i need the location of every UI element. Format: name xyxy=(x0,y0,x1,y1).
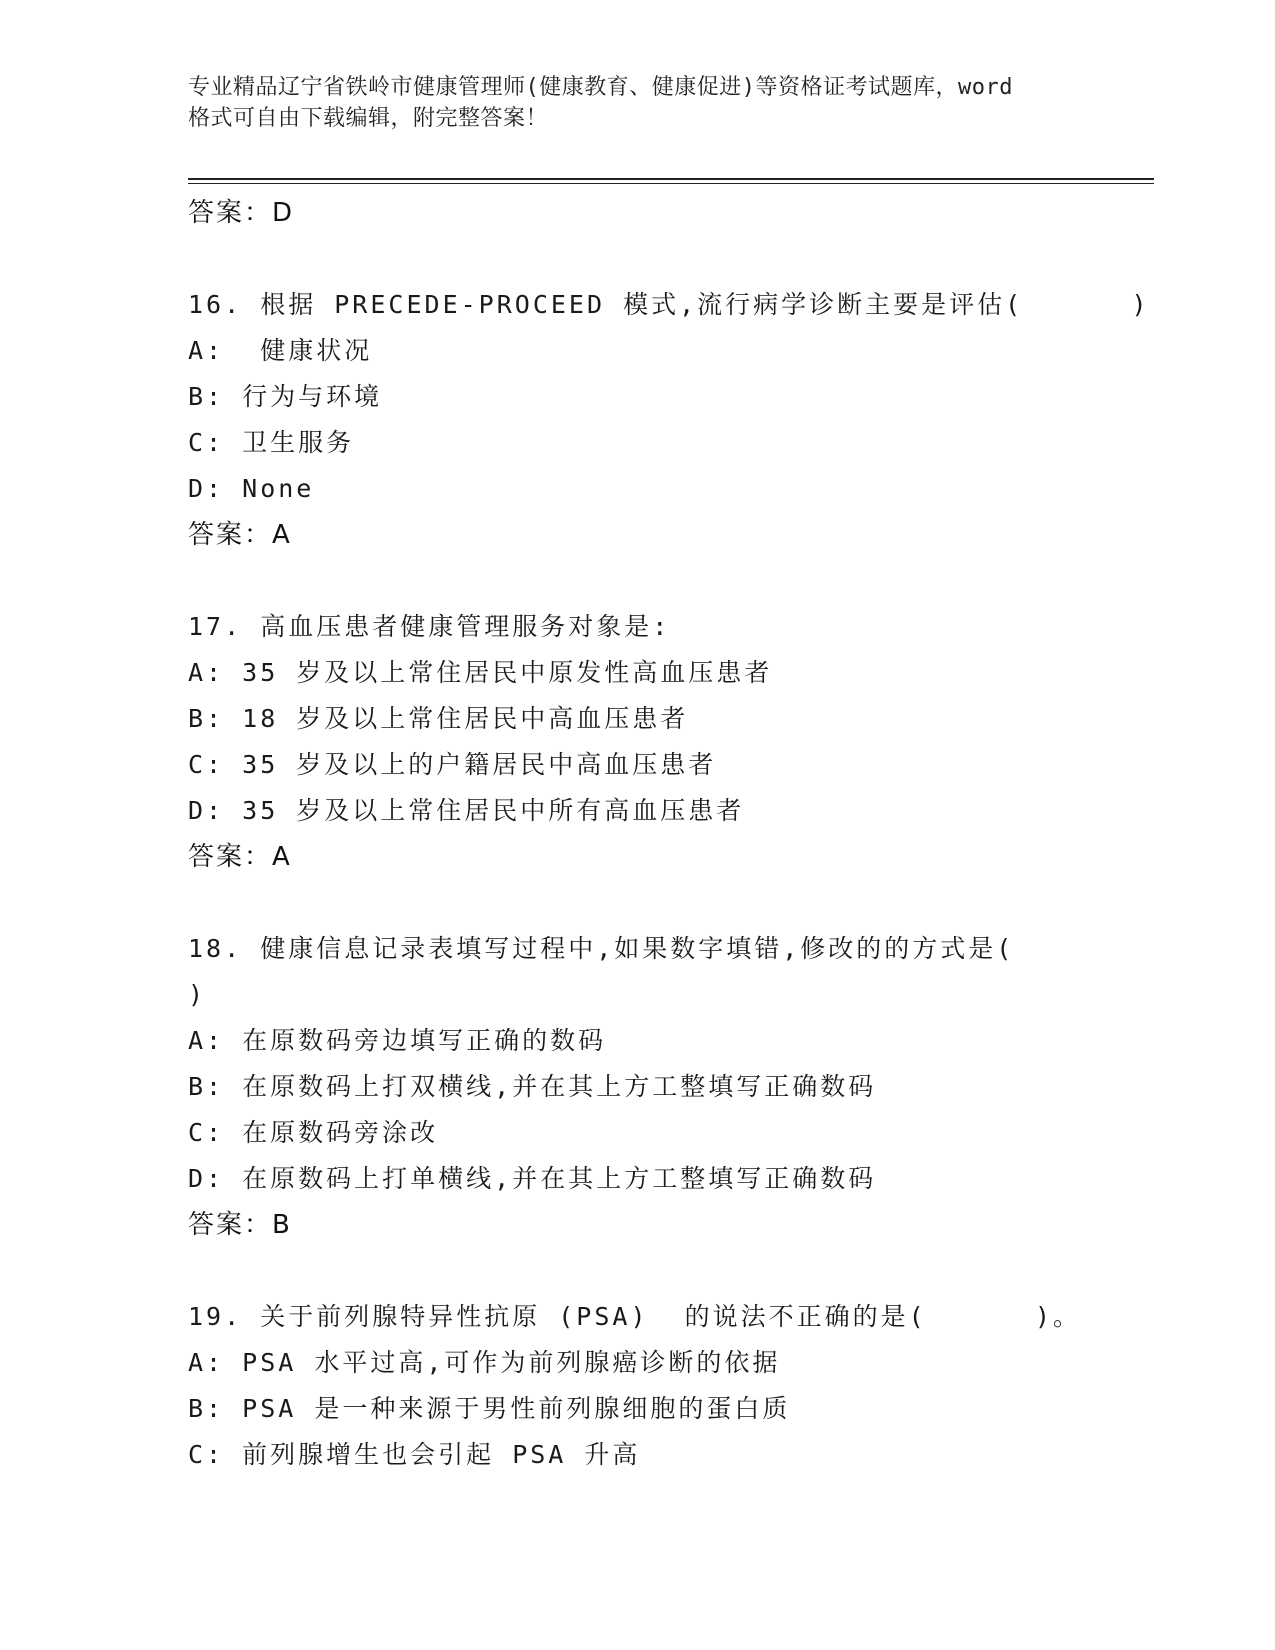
answer: 答案：A xyxy=(188,520,292,550)
answer: 答案：B xyxy=(188,1210,292,1240)
option-c: C: 前列腺增生也会引起 PSA 升高 xyxy=(188,1440,641,1469)
question-18 xyxy=(188,926,1154,1248)
option-a: A: 在原数码旁边填写正确的数码 xyxy=(188,1026,607,1055)
option-d: D: None xyxy=(188,474,315,503)
header-rule-thin xyxy=(188,183,1154,184)
previous-answer: 答案：D xyxy=(188,198,295,228)
question-list xyxy=(188,190,1154,1478)
option-c: C: 35 岁及以上的户籍居民中高血压患者 xyxy=(188,750,717,779)
spacer xyxy=(188,880,1154,926)
answer: 答案：A xyxy=(188,842,292,872)
option-c: C: 在原数码旁涂改 xyxy=(188,1118,439,1147)
option-b: B: 18 岁及以上常住居民中高血压患者 xyxy=(188,704,689,733)
header-line-2: 格式可自由下载编辑，附完整答案！ xyxy=(188,106,549,131)
option-b: B: 在原数码上打双横线,并在其上方工整填写正确数码 xyxy=(188,1072,877,1101)
option-a: A: 健康状况 xyxy=(188,336,373,365)
spacer xyxy=(188,236,1154,282)
option-d: D: 在原数码上打单横线,并在其上方工整填写正确数码 xyxy=(188,1164,877,1193)
question-17 xyxy=(188,604,1154,880)
question-stem: 19. 关于前列腺特异性抗原 (PSA) 的说法不正确的是( )。 xyxy=(188,1302,1082,1331)
question-19 xyxy=(188,1294,1154,1478)
question-stem-continuation: ) xyxy=(188,980,207,1009)
option-b: B: 行为与环境 xyxy=(188,382,383,411)
option-a: A: 35 岁及以上常住居民中原发性高血压患者 xyxy=(188,658,773,687)
option-d: D: 35 岁及以上常住居民中所有高血压患者 xyxy=(188,796,745,825)
option-b: B: PSA 是一种来源于男性前列腺细胞的蛋白质 xyxy=(188,1394,791,1423)
header-line-1: 专业精品辽宁省铁岭市健康管理师(健康教育、健康促进)等资格证考试题库，word xyxy=(188,75,1013,100)
spacer xyxy=(188,558,1154,604)
page-header xyxy=(188,72,1088,134)
spacer xyxy=(188,1248,1154,1294)
question-stem: 18. 健康信息记录表填写过程中,如果数字填错,修改的的方式是( xyxy=(188,934,1015,963)
question-stem: 17. 高血压患者健康管理服务对象是: xyxy=(188,612,671,641)
option-c: C: 卫生服务 xyxy=(188,428,355,457)
option-a: A: PSA 水平过高,可作为前列腺癌诊断的依据 xyxy=(188,1348,781,1377)
header-rule-thick xyxy=(188,178,1154,180)
question-stem: 16. 根据 PRECEDE-PROCEED 模式,流行病学诊断主要是评估( ) xyxy=(188,290,1150,319)
question-16 xyxy=(188,282,1154,558)
